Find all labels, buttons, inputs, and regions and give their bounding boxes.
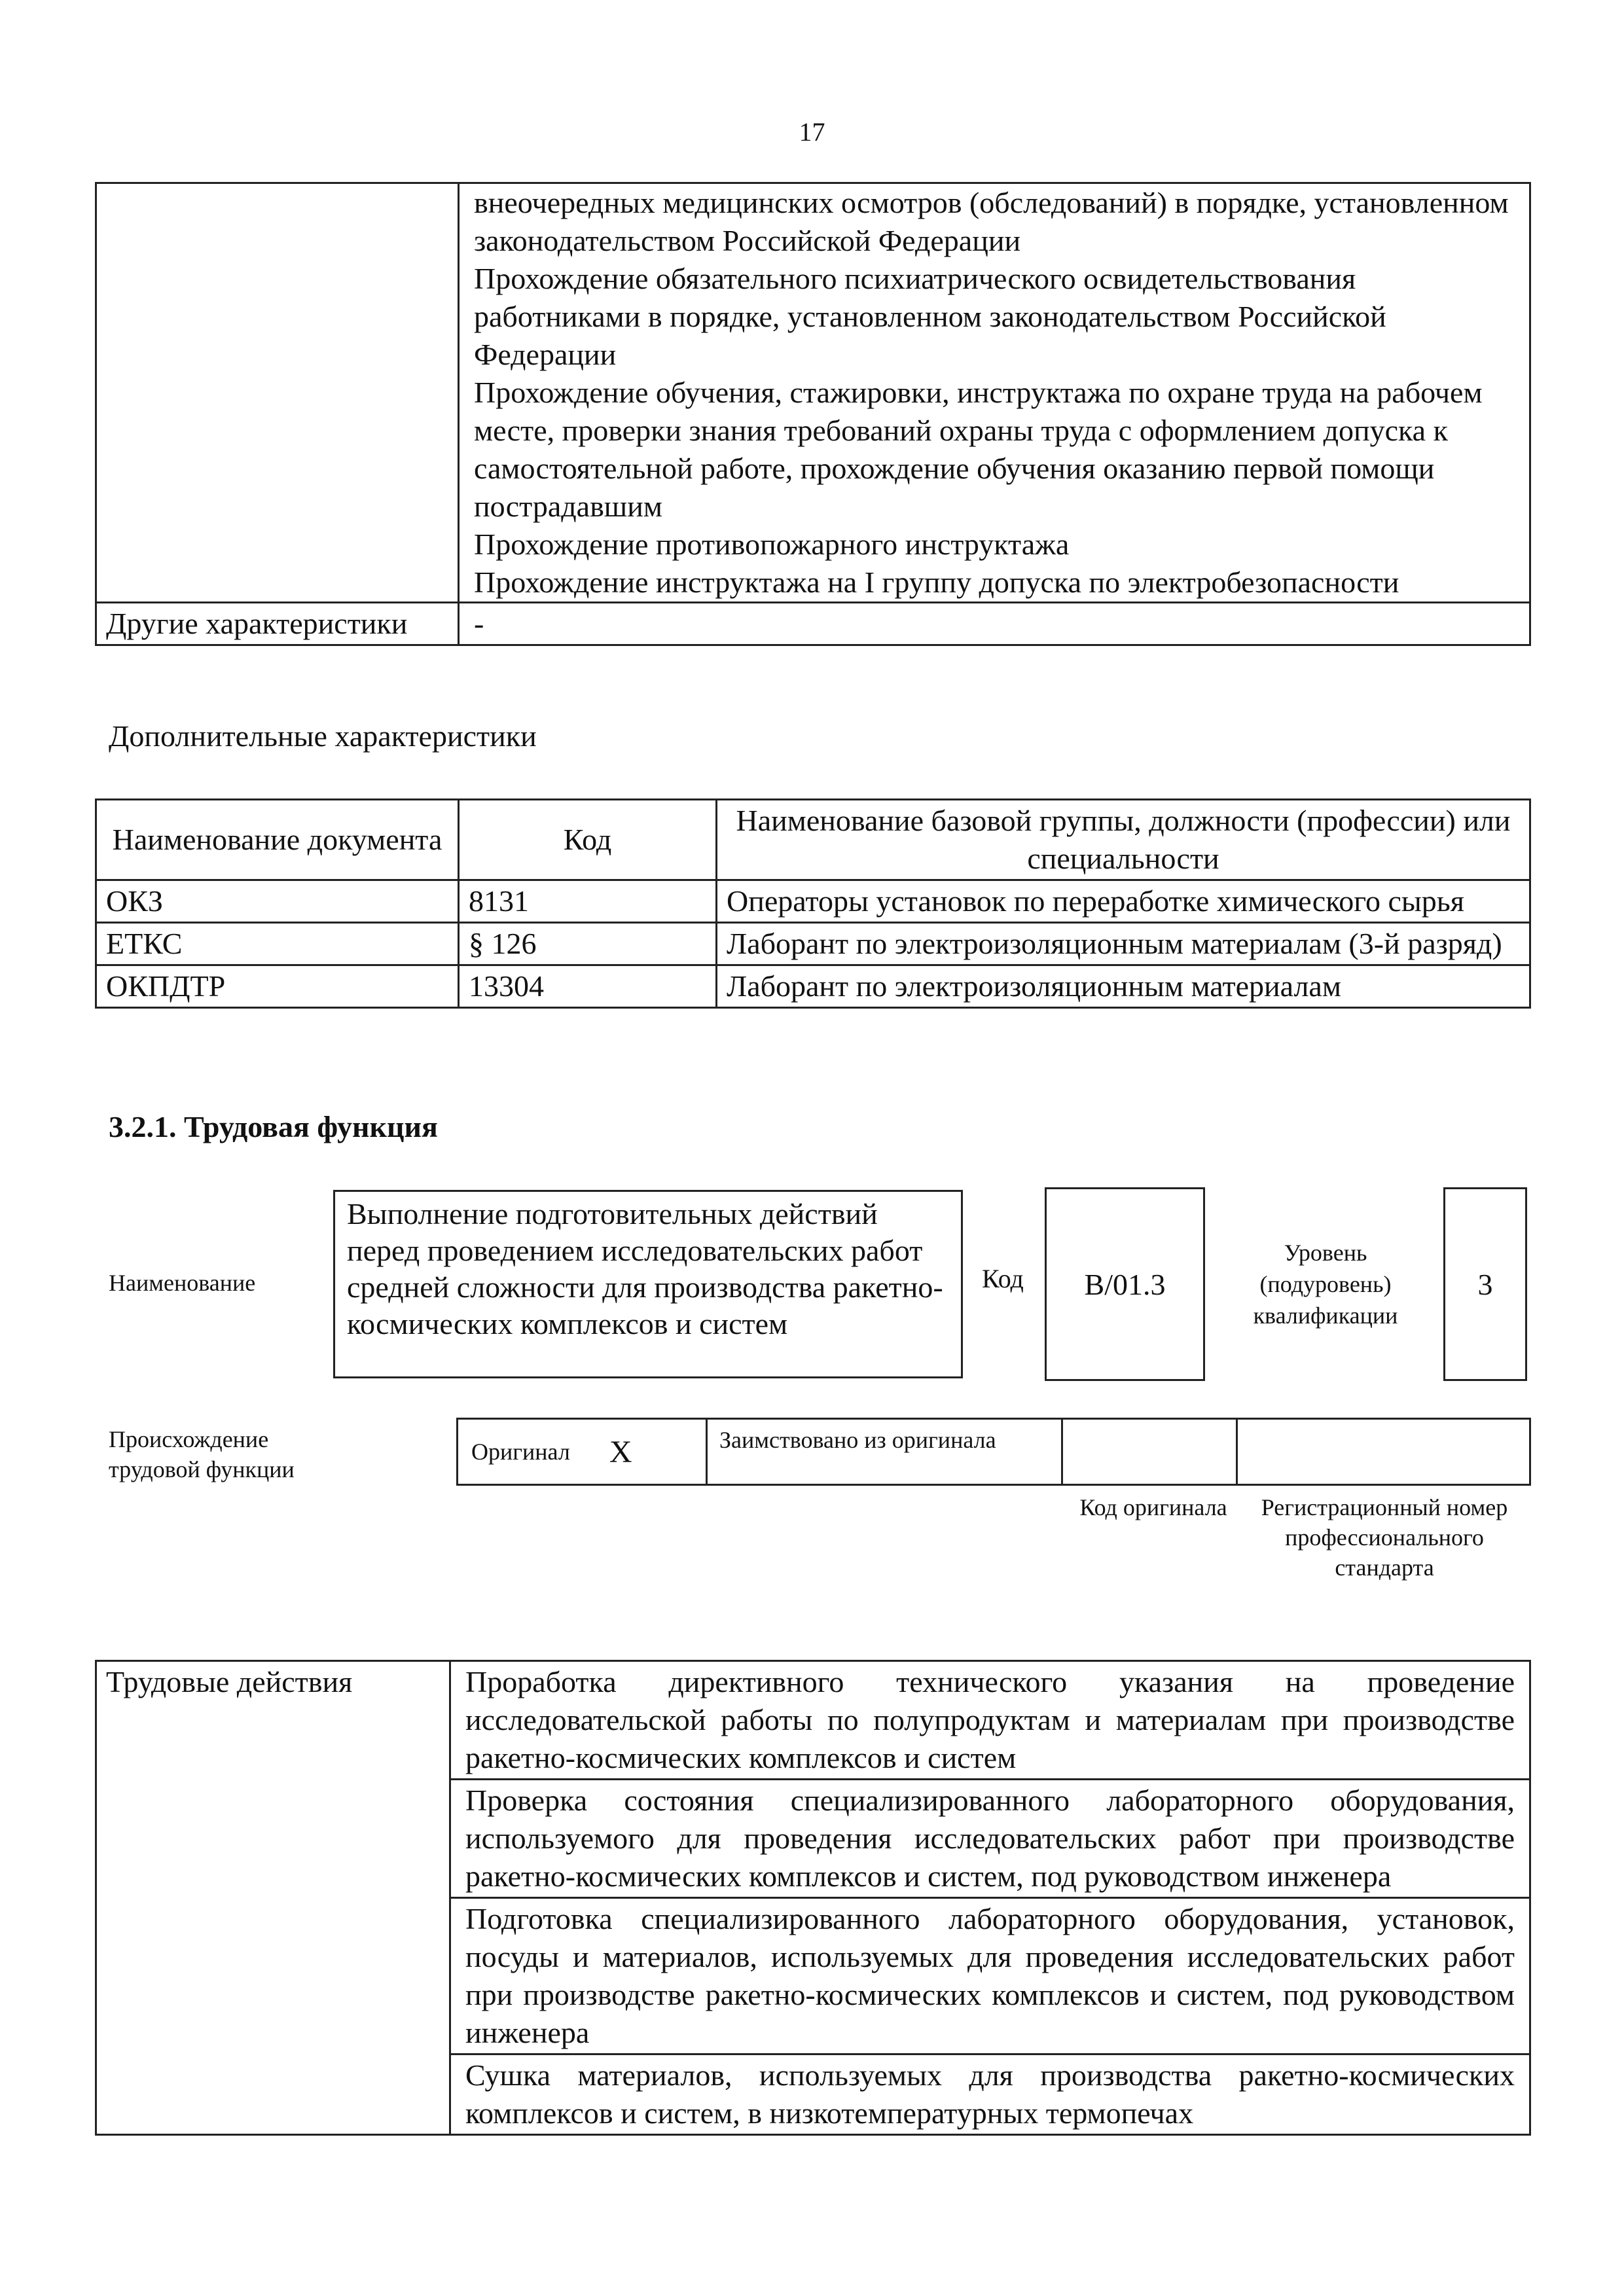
table-cell-label bbox=[96, 183, 459, 603]
original-mark: X bbox=[609, 1434, 632, 1469]
table-cell-requirements bbox=[459, 183, 1530, 603]
requirements-table bbox=[95, 182, 1531, 646]
requirement-line: внеочередных медицинских осмотров (обследований) в порядке, установленном законодательством Российской Федерации bbox=[474, 186, 1509, 257]
origin-label: Происхождение трудовой функции bbox=[109, 1426, 295, 1482]
column-header: Наименование базовой группы, должности (профессии) или специальности bbox=[717, 800, 1530, 880]
original-code-caption: Код оригинала bbox=[1079, 1494, 1227, 1520]
table-row bbox=[96, 1661, 1530, 1780]
table-row bbox=[96, 923, 1530, 965]
table-row bbox=[96, 183, 1530, 603]
other-characteristics-value: - bbox=[459, 603, 1530, 645]
other-characteristics-label: Другие характеристики bbox=[96, 603, 459, 645]
section-heading: 3.2.1. Трудовая функция bbox=[109, 1110, 438, 1143]
function-name-box: Выполнение подготовительных действий перед проведением исследовательских работ средней сложности для производства ракетно-космических комплексов и систем bbox=[333, 1190, 963, 1378]
requirement-line: Прохождение обязательного психиатрического освидетельствования работниками в порядке, установленном законодательством Российской Федерации bbox=[474, 262, 1386, 371]
requirement-line: Прохождение противопожарного инструктажа bbox=[474, 528, 1070, 561]
labour-action-item: Сушка материалов, используемых для производства ракетно-космических комплексов и систем, в низкотемпературных термопечах bbox=[450, 2054, 1530, 2135]
function-code-box bbox=[1045, 1187, 1205, 1381]
original-cell bbox=[456, 1418, 708, 1486]
registration-number-cell bbox=[1236, 1418, 1531, 1486]
labour-action-item: Проработка директивного технического указания на проведение исследовательской работы по полупродуктам и материалам при производстве ракетно-космических комплексов и систем bbox=[450, 1661, 1530, 1780]
table-header-row bbox=[96, 800, 1530, 880]
labour-actions-table bbox=[95, 1660, 1531, 2136]
page-number: 17 bbox=[799, 117, 825, 147]
additional-characteristics-caption: Дополнительные характеристики bbox=[109, 719, 537, 753]
name-label: Наименование bbox=[109, 1270, 256, 1296]
column-header: Код bbox=[459, 800, 717, 880]
qualification-level-label: Уровень (подуровень) квалификации bbox=[1253, 1240, 1398, 1329]
table-row bbox=[96, 880, 1530, 923]
table-cell: 13304 bbox=[459, 965, 717, 1008]
table-row bbox=[96, 965, 1530, 1008]
table-cell: ЕТКС bbox=[96, 923, 459, 965]
table-cell: ОКПДТР bbox=[96, 965, 459, 1008]
table-cell: Лаборант по электроизоляционным материалам (3-й разряд) bbox=[717, 923, 1530, 965]
qualification-level-value: 3 bbox=[1477, 1267, 1493, 1301]
table-cell: § 126 bbox=[459, 923, 717, 965]
labour-action-item: Проверка состояния специализированного лабораторного оборудования, используемого для проведения исследовательских работ при производстве ракетно-космических комплексов и систем, под руководством инженера bbox=[450, 1780, 1530, 1898]
column-header: Наименование документа bbox=[96, 800, 459, 880]
borrowed-cell: Заимствовано из оригинала bbox=[706, 1418, 1063, 1486]
table-cell: 8131 bbox=[459, 880, 717, 923]
labour-actions-label: Трудовые действия bbox=[96, 1661, 450, 2135]
function-code-value: В/01.3 bbox=[1084, 1267, 1166, 1301]
table-cell: Операторы установок по переработке химического сырья bbox=[717, 880, 1530, 923]
table-cell: ОКЗ bbox=[96, 880, 459, 923]
original-code-cell bbox=[1061, 1418, 1238, 1486]
requirement-line: Прохождение инструктажа на I группу допуска по электробезопасности bbox=[474, 565, 1399, 599]
original-label: Оригинал bbox=[471, 1439, 570, 1465]
labour-action-item: Подготовка специализированного лабораторного оборудования, установок, посуды и материалов, используемых для проведения исследовательских работ при производстве ракетно-космических комплексов и систем, под руководством инженера bbox=[450, 1898, 1530, 2054]
additional-characteristics-table bbox=[95, 798, 1531, 1009]
registration-number-caption: Регистрационный номер профессионального стандарта bbox=[1261, 1494, 1508, 1581]
requirement-line: Прохождение обучения, стажировки, инструктажа по охране труда на рабочем месте, проверки знания требований охраны труда с оформлением допуска к самостоятельной работе, прохождение обучения оказанию первой помощи пострадавшим bbox=[474, 376, 1483, 523]
table-row bbox=[96, 603, 1530, 645]
code-label: Код bbox=[982, 1264, 1024, 1293]
origin-row bbox=[456, 1418, 1531, 1486]
table-cell: Лаборант по электроизоляционным материалам bbox=[717, 965, 1530, 1008]
qualification-level-box bbox=[1443, 1187, 1527, 1381]
